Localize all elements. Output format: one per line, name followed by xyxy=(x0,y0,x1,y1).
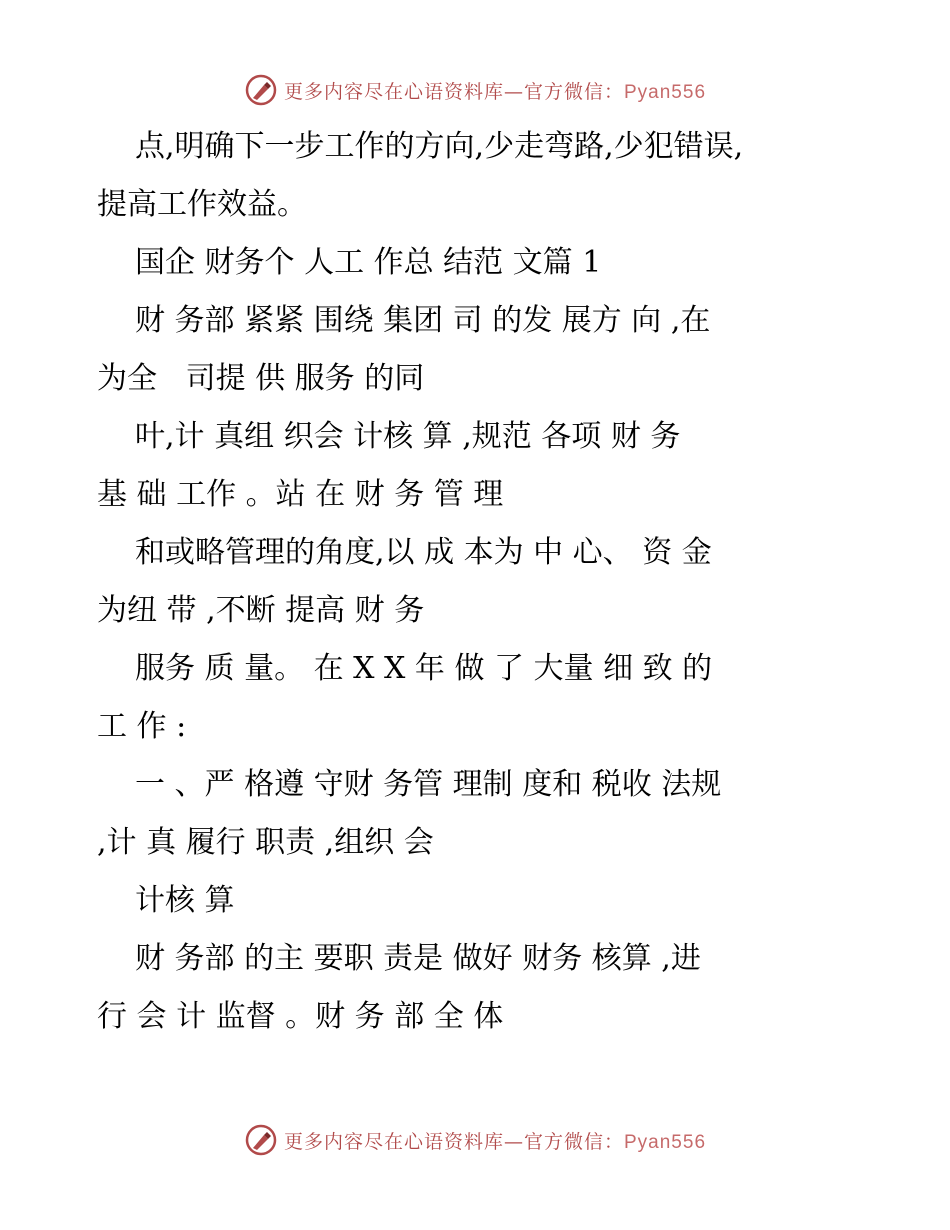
text-line: 叶,计 真组 织会 计核 算 ,规范 各项 财 务 xyxy=(135,419,681,454)
watermark-text: 更多内容尽在心语资料库—官方微信：Pyan556 xyxy=(283,1130,707,1153)
document-body xyxy=(97,118,857,1046)
text-line: 计核 算 xyxy=(135,883,235,918)
section-heading: 国企 财务个 人工 作总 结范 文篇 1 xyxy=(135,245,602,280)
text-line: 点,明确下一步工作的方向,少走弯路,少犯错误, xyxy=(135,129,744,164)
pen-logo-icon xyxy=(244,1123,278,1157)
text-line: 财 务部 紧紧 围绕 集团 司 的发 展方 向 ,在 xyxy=(135,303,711,338)
header-watermark xyxy=(0,70,950,110)
text-line: 为全 司提 供 服务 的同 xyxy=(97,361,425,396)
footer-watermark xyxy=(0,1120,950,1160)
text-line: 财 务部 的主 要职 责是 做好 财务 核算 ,进 xyxy=(135,941,701,976)
text-line: 服务 质 量。 在 X X 年 做 了 大量 细 致 的 xyxy=(135,651,713,686)
text-line: 一 、严 格遵 守财 务管 理制 度和 税收 法规 xyxy=(135,767,722,802)
text-line: 和或略管理的角度,以 成 本为 中 心、 资 金 xyxy=(135,535,712,570)
watermark-text: 更多内容尽在心语资料库—官方微信：Pyan556 xyxy=(283,80,707,103)
text-line: 提高工作效益。 xyxy=(97,187,307,222)
text-line: 基 础 工作 。站 在 财 务 管 理 xyxy=(97,477,504,512)
text-line: ,计 真 履行 职责 ,组织 会 xyxy=(97,825,434,860)
text-line: 工 作 : xyxy=(97,709,187,744)
text-line: 为纽 带 ,不断 提高 财 务 xyxy=(97,593,425,628)
pen-logo-icon xyxy=(244,73,278,107)
text-line: 行 会 计 监督 。财 务 部 全 体 xyxy=(97,999,504,1034)
